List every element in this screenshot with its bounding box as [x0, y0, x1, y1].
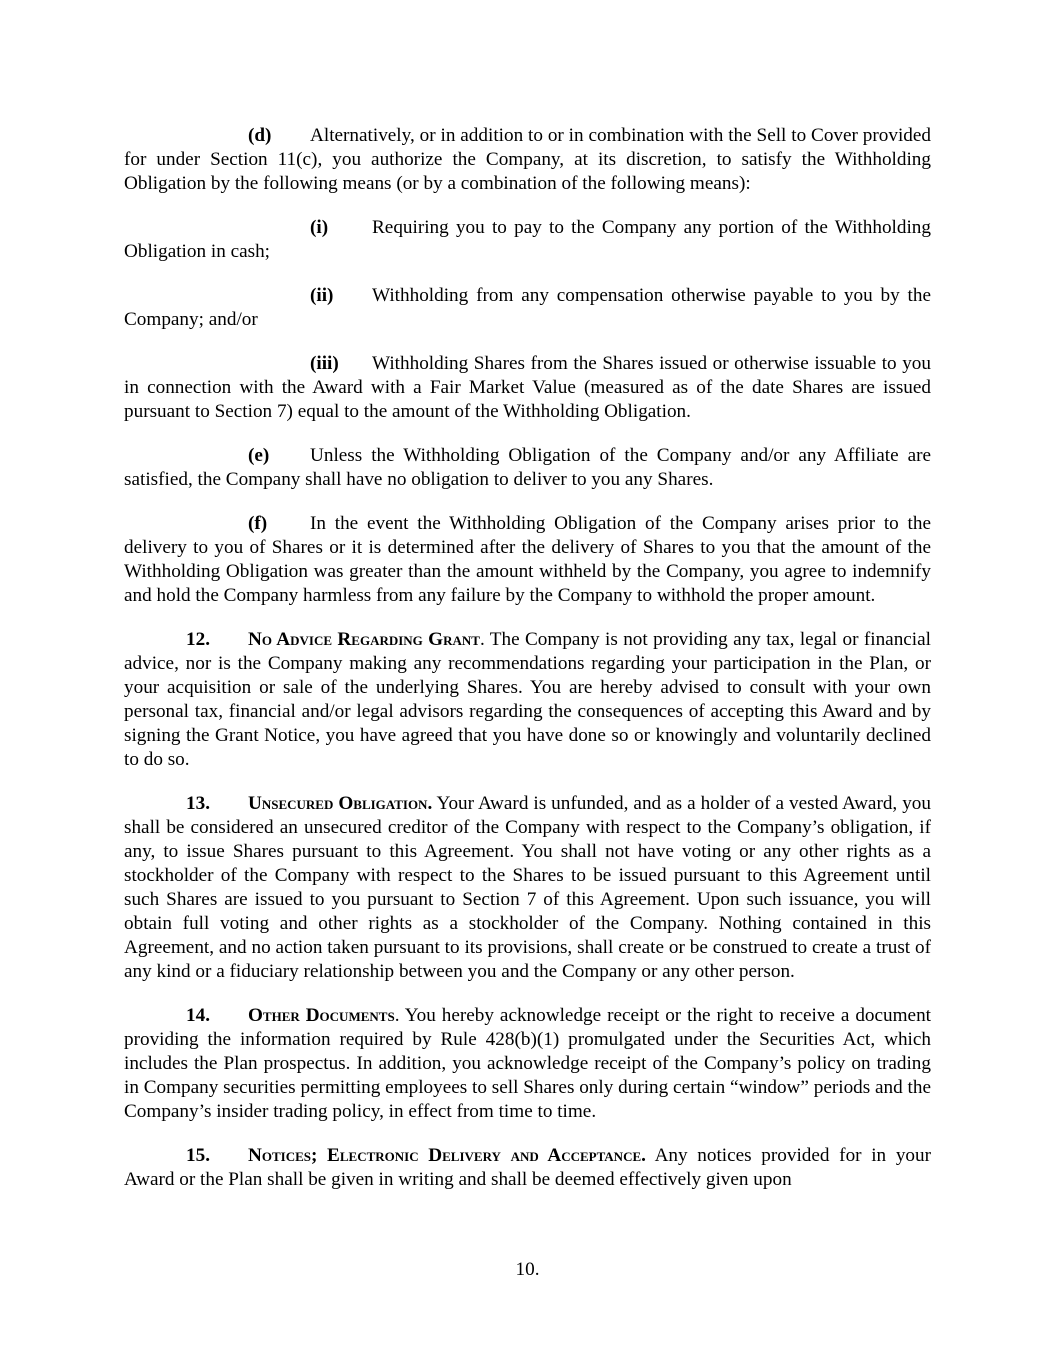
paragraph-text: Withholding from any compensation otherwise payable to you by the Company; and/or [124, 285, 931, 330]
page-number: 10. [515, 1259, 540, 1280]
section-heading: Other Documents [248, 1005, 395, 1026]
paragraph-iii [124, 352, 931, 424]
document-page [124, 124, 931, 1212]
section-number: 13. [186, 793, 210, 814]
section-14 [124, 1004, 931, 1124]
paragraph-label: (d) [248, 125, 272, 146]
section-number: 12. [186, 629, 210, 650]
section-13 [124, 792, 931, 984]
paragraph-i [124, 216, 931, 264]
section-text: You hereby acknowledge receipt or the right to receive a document providing the information required by Rule 428(b)(1) promulgated under the Securities Act, which includes the Plan prospectus. In addition, you acknowledge receipt of the Company’s policy on trading in Company securities permitting employees to sell Shares only during certain “window” periods and the Company’s insider trading policy, in effect from time to time. [124, 1005, 931, 1122]
paragraph-text: Requiring you to pay to the Company any portion of the Withholding Obligation in cash; [124, 217, 931, 262]
section-15 [124, 1144, 931, 1192]
section-heading: Notices; Electronic Delivery and Acceptance. [248, 1145, 646, 1166]
section-number: 15. [186, 1145, 210, 1166]
paragraph-d [124, 124, 931, 196]
paragraph-text: Unless the Withholding Obligation of the Company and/or any Affiliate are satisfied, the Company shall have no obligation to deliver to you any Shares. [124, 445, 931, 490]
paragraph-label: (ii) [310, 285, 334, 306]
paragraph-f [124, 512, 931, 608]
paragraph-label: (iii) [310, 353, 339, 374]
section-12 [124, 628, 931, 772]
paragraph-text: In the event the Withholding Obligation of the Company arises prior to the delivery to you of Shares or it is determined after the delivery of Shares to you that the amount of the Withholding Obligation was greater than the amount withheld by the Company, you agree to indemnify and hold the Company harmless from any failure by the Company to withhold the proper amount. [124, 513, 931, 606]
section-heading-punct: . [479, 629, 485, 650]
section-heading: Unsecured Obligation. [248, 793, 433, 814]
section-heading: No Advice Regarding Grant [248, 629, 480, 650]
paragraph-label: (e) [248, 445, 270, 466]
paragraph-label: (f) [248, 513, 268, 534]
paragraph-label: (i) [310, 217, 329, 238]
section-text: The Company is not providing any tax, legal or financial advice, nor is the Company making any recommendations regarding your participation in the Plan, or your acquisition or sale of the underlying Shares. You are hereby advised to consult with your own personal tax, financial and/or legal advisors regarding the consequences of accepting this Award and by signing the Grant Notice, you have agreed that you have done so or knowingly and voluntarily declined to do so. [124, 629, 931, 770]
paragraph-text: Withholding Shares from the Shares issued or otherwise issuable to you in connection with the Award with a Fair Market Value (measured as of the date Shares are issued pursuant to Section 7) equal to the amount of the Withholding Obligation. [124, 353, 931, 422]
paragraph-text: Alternatively, or in addition to or in combination with the Sell to Cover provided for under Section 11(c), you authorize the Company, at its discretion, to satisfy the Withholding Obligation by the following means (or by a combination of the following means): [124, 125, 931, 194]
paragraph-e [124, 444, 931, 492]
paragraph-ii [124, 284, 931, 332]
section-text: Your Award is unfunded, and as a holder of a vested Award, you shall be considered an unsecured creditor of the Company with respect to the Company’s obligation, if any, to issue Shares pursuant to this Agreement. You shall not have voting or any other rights as a stockholder of the Company with respect to the Shares to be issued pursuant to this Agreement until such Shares are issued to you pursuant to Section 7 of this Agreement. Upon such issuance, you will obtain full voting and other rights as a stockholder of the Company. Nothing contained in this Agreement, and no action taken pursuant to its provisions, shall create or be construed to create a trust of any kind or a fiduciary relationship between you and the Company or any other person. [124, 793, 931, 982]
section-number: 14. [186, 1005, 210, 1026]
section-heading-punct: . [394, 1005, 400, 1026]
section-text: Any notices provided for in your Award or the Plan shall be given in writing and shall be deemed effectively given upon [124, 1145, 931, 1190]
